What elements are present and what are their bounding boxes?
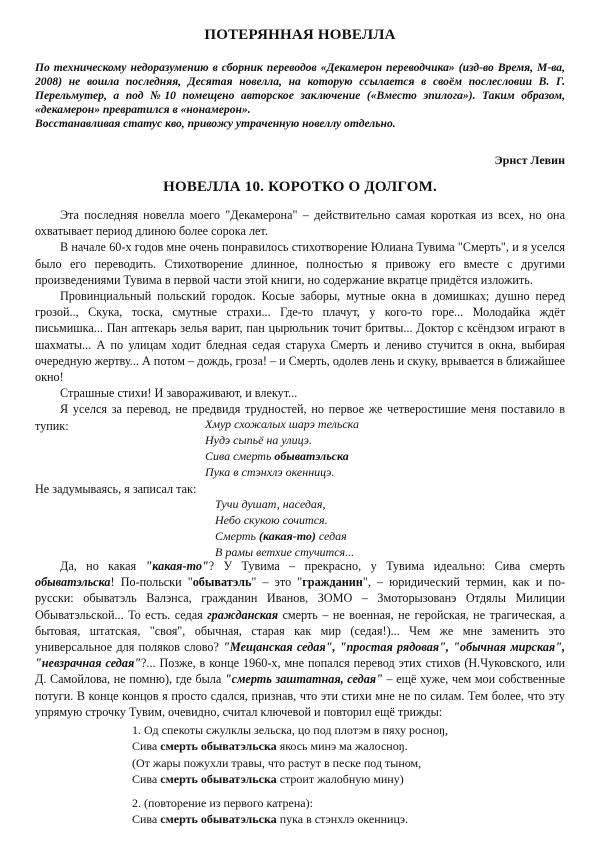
text-run: Сива [132, 739, 161, 754]
chapter-heading: НОВЕЛЛА 10. КОРОТКО О ДОЛГОМ. [163, 179, 437, 195]
quotes-line [132, 722, 448, 738]
emphasized-text: "какая-то" [145, 559, 209, 573]
body-text-part1 [35, 207, 565, 434]
transition-line: Не задумываясь, я записал так: [35, 482, 197, 496]
body-text-part2 [35, 558, 565, 720]
author-signature: Эрнст Левин [494, 153, 565, 167]
text-run: ", – юридический термин, как и по-русски: обыватэль Валэнса, гражданин Иванов, ЗОМО – Змоторызованэ Отдялы Милиции Обыватэльской... То есть. седая [35, 575, 565, 622]
text-run: Восстанавливая статус кво, привожу утраченную новеллу отдельно. [35, 117, 396, 130]
transition-line-wrap [35, 481, 565, 497]
text-run: пука в стэнхлэ окенницэ. [276, 812, 409, 827]
poem-russian-line [215, 496, 354, 512]
text-run: (От жары пожухли травы, что растут в песке под тыном, [132, 755, 422, 770]
intro-line [35, 117, 565, 131]
poem-polish-line [205, 448, 359, 464]
emphasized-text: "смерть заштатная, седая" [224, 672, 383, 687]
quotes-line [132, 771, 448, 787]
text-run: В рамы ветхие стучится... [215, 545, 355, 559]
text-run: Хмур схожалых шарэ тельска [205, 417, 359, 431]
text-run: Да, но какая [60, 559, 146, 573]
poem-polish-line [205, 464, 359, 480]
poem-russian-line [215, 512, 354, 528]
editorial-note [35, 61, 565, 131]
emphasized-text: гражданин [302, 575, 363, 590]
text-run: 1. Од спекоты сжулклы зельска, цо под плотэм в пяху роснoŋ, [132, 723, 449, 737]
text-run: ? У Тувима – прекрасно, у Тувима идеально: Сива смерть [208, 559, 565, 573]
quotes-line [132, 755, 448, 771]
quotes-line [132, 795, 448, 811]
text-run: Я уселся за перевод, не предвидя трудностей, но первое же четверостишие меня поставило в тупик: [35, 402, 565, 433]
text-run: Небо скукою сочится. [215, 513, 328, 527]
repeated-lines [132, 722, 448, 828]
text-run: По техническому недоразумению в сборник переводов «Декамерон переводчика» (изд-во Время, М-ва, 2008) не вошла последняя, Десятая новелла, на которую ссылается в своём послесловии В. Г. Перельмутер, а под №10 помещено авторское заключение («Вместо эпилога»). Таким образом, «декамерон» превратился в «нонамерон». [35, 61, 565, 116]
text-run: строит жалобную мину) [276, 771, 404, 786]
emphasized-text: "Мещанская седая", "простая рядовая", "обычная мирская", "невзрачная седая" [35, 640, 566, 671]
emphasized-text: смерть обыватэльска [160, 739, 277, 754]
emphasized-text: обыватэль [192, 575, 252, 590]
text-run: Провинциальный польский городок. Косые заборы, мутные окна в домишках; душно перед грозой.., Скука, тоска, смутные страхи... Где-то плачут, у кого-то горе... Молодайка ждёт письмишка... Пан аптекарь зелья варит, пан цырюльник точит бритвы... Доктор с ксёндзом играют в шахматы... А по улицам ходит бледная седая старуха Смерть и лениво стучится в окна, выбирая очередную жертву... А потом – дождь, гроза! – и Смерть, одолев лень и скуку, врывается в ближайшее окно! [35, 289, 566, 385]
document-title: ПОТЕРЯННАЯ НОВЕЛЛА [204, 27, 396, 43]
text-run: Сива [132, 812, 161, 827]
text-run: седая [315, 529, 347, 543]
text-run: Эта последняя новелла моего "Декамерона" – действительно самая короткая из всех, но она охватывает период длиною более сорока лет. [35, 208, 565, 239]
text-run: Нудэ сыпьё на улицэ. [205, 433, 312, 447]
quotes-line [132, 738, 448, 754]
text-run: Тучи душат, наседая, [215, 497, 326, 511]
quotes-line [132, 811, 448, 827]
text-run: Сива смерть [205, 449, 275, 463]
text-run: смерть – не военная, не геройская, не трагическая, а бытовая, штатская, "своя", обычная, старая как мир (седая!)... Чем же мне заменить это универсальное для поляков слово? [35, 607, 566, 655]
text-run: Смерть [215, 529, 259, 543]
text-run: ?... Позже, в конце 1960-х, мне попался перевод этих стихов (Н.Чуковского, или Д. Самойлова, не помню), где была [35, 656, 565, 687]
text-run: 2. (повторение из первого катрена): [132, 796, 313, 811]
text-run: Страшные стихи! И завораживают, и влекут... [60, 386, 298, 401]
emphasized-text: гражданская [207, 607, 279, 622]
poem-russian-line [215, 528, 354, 544]
poem-polish-line [205, 416, 359, 432]
emphasized-text: смерть обыватэльска [160, 812, 277, 827]
paragraphs-a-line [35, 288, 565, 385]
paragraphs-a-line [35, 385, 565, 401]
text-run: Сива [132, 771, 161, 786]
paragraphs-b-line [35, 558, 565, 720]
text-run: якось минэ ма жалоснoŋ. [276, 739, 408, 754]
intro-line [35, 61, 565, 117]
polish-quatrain [205, 416, 359, 480]
emphasized-text: обыватэльска [35, 575, 111, 590]
text-run: ! По-польски " [110, 575, 193, 590]
text-run: – ещё хуже, чем мои собственные потуги. В конце концов я просто сдался, признав, что эти стихи мне не по силам. Тем более, что эту упрямую строчку Тувим, очевидно, считал ключевой и повторил ещё трижды: [35, 672, 565, 719]
text-run: Пука в стэнхлэ окенницэ. [205, 465, 335, 479]
emphasized-text: смерть обыватэльска [160, 771, 277, 786]
text-run: " – это " [251, 575, 303, 590]
text-run: В начале 60-х годов мне очень понравилось стихотворение Юлиана Тувима "Смерть", и я уселся было его переводить. Стихотворение длинное, полностью я привожу его вместе с другими произведениями Тувима в первой части этой книги, но содержание вкратце придётся изложить. [35, 240, 565, 287]
poem-polish-line [205, 432, 359, 448]
emphasized-text: (какая-то) [258, 529, 316, 543]
paragraphs-a-line [35, 239, 565, 288]
russian-quatrain [215, 496, 354, 560]
paragraphs-a-line [35, 207, 565, 239]
emphasized-text: обыватэльска [274, 449, 349, 463]
